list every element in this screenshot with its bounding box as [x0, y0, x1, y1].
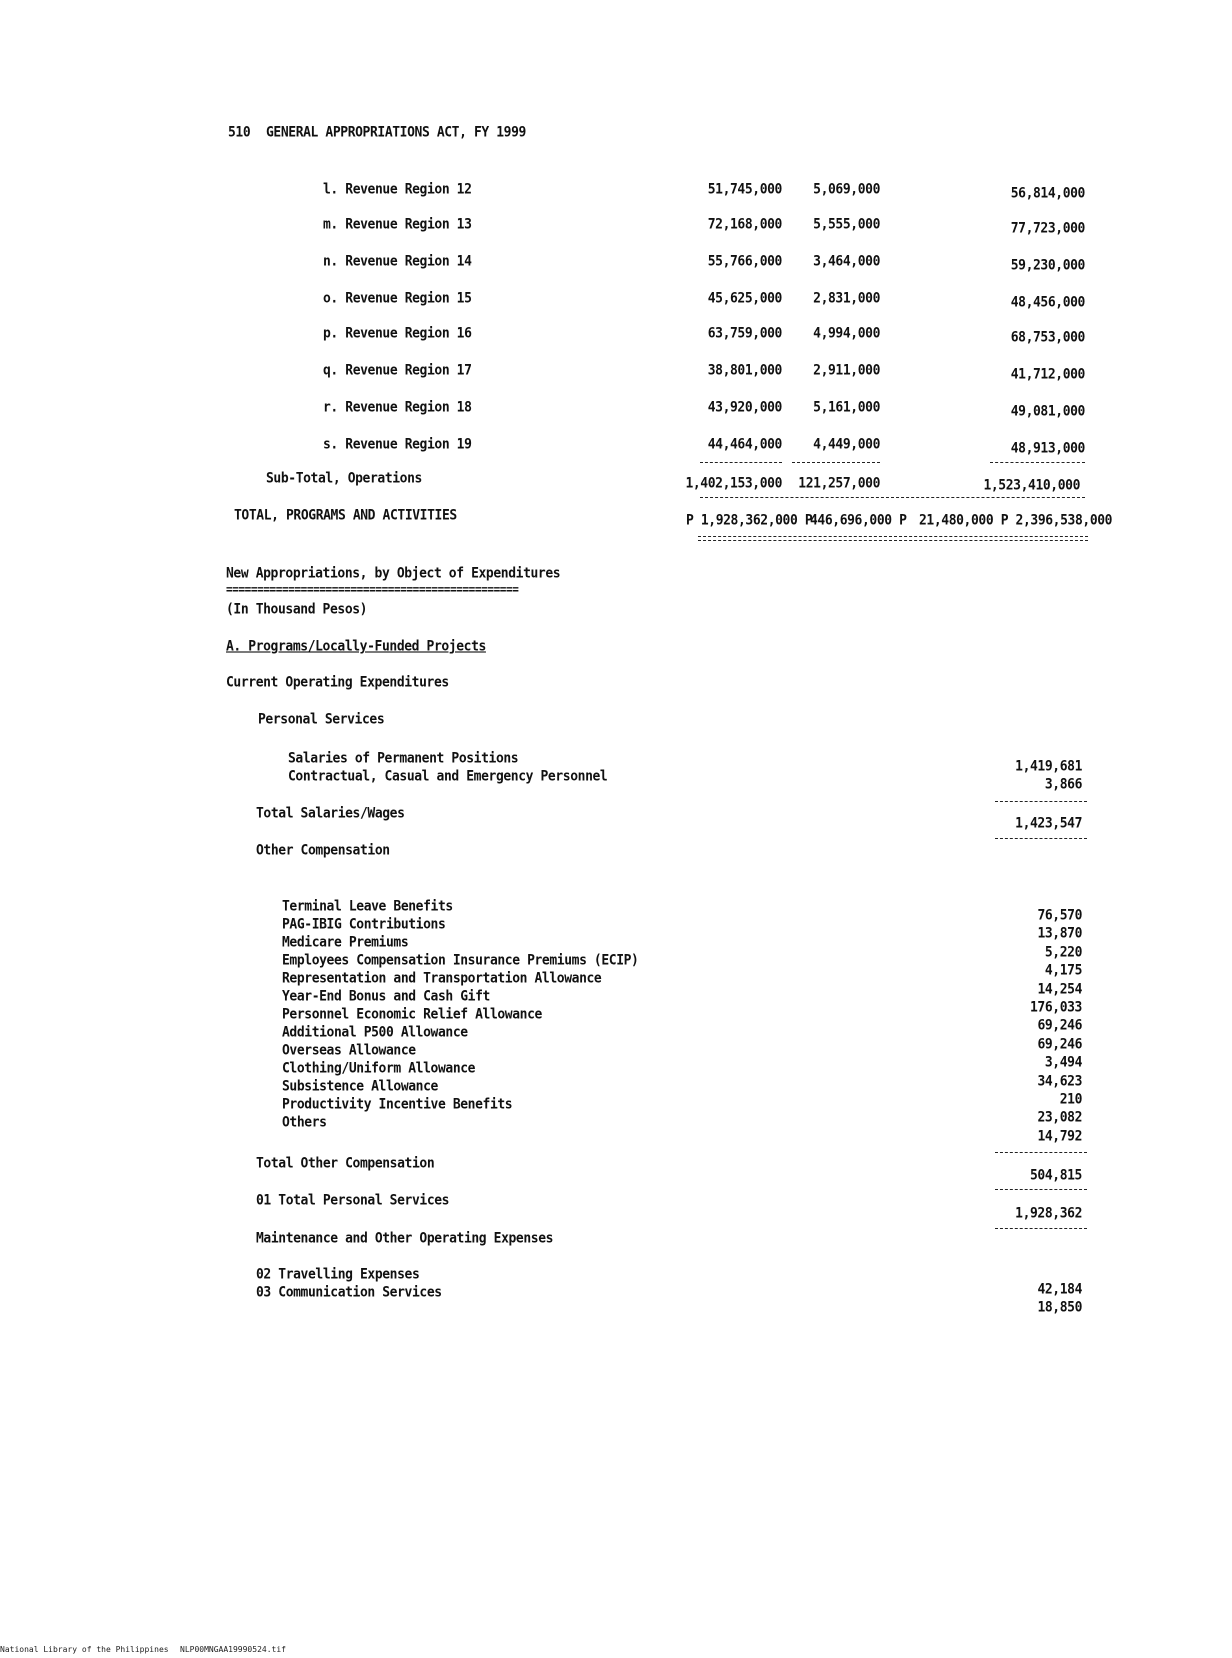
other-comp-item: PAG-IBIG Contributions: [282, 916, 446, 933]
rule: [995, 838, 1087, 839]
region-c1: 63,759,000: [707, 325, 782, 342]
other-comp-value: 176,033: [1030, 999, 1082, 1016]
total-personal-value: 1,928,362: [1015, 1205, 1082, 1222]
section-title: New Appropriations, by Object of Expenditures: [226, 565, 561, 582]
page-title: GENERAL APPROPRIATIONS ACT, FY 1999: [266, 124, 526, 141]
region-c1: 72,168,000: [707, 216, 782, 233]
mooe-item: 03 Communication Services: [256, 1284, 442, 1301]
other-comp-item: Subsistence Allowance: [282, 1078, 438, 1095]
other-comp-value: 69,246: [1037, 1017, 1082, 1035]
grand-total-label: TOTAL, PROGRAMS AND ACTIVITIES: [234, 507, 457, 524]
subtotal-c1: 1,402,153,000: [685, 475, 782, 492]
region-label: s. Revenue Region 19: [323, 436, 472, 453]
other-comp-value: 5,220: [1044, 943, 1082, 961]
rule: [995, 1228, 1087, 1229]
section-subtitle: A. Programs/Locally-Funded Projects: [226, 638, 486, 655]
other-comp-item: Medicare Premiums: [282, 934, 409, 951]
region-c1: 55,766,000: [707, 253, 782, 270]
grand-total-c3: 21,480,000 P 2,396,538,000: [919, 512, 1113, 529]
region-c1: 45,625,000: [707, 290, 782, 307]
region-c1: 51,745,000: [707, 181, 782, 198]
other-comp-value: 14,792: [1037, 1127, 1082, 1145]
other-comp-heading: Other Compensation: [256, 842, 390, 859]
region-total: 77,723,000: [1010, 220, 1085, 237]
other-comp-item: Representation and Transportation Allowance: [282, 970, 602, 987]
other-comp-value: 13,870: [1037, 925, 1082, 943]
salary-item: Contractual, Casual and Emergency Personnel: [288, 768, 608, 785]
region-total: 49,081,000: [1010, 403, 1085, 420]
region-label: p. Revenue Region 16: [323, 325, 472, 342]
total-salaries-value: 1,423,547: [1015, 815, 1082, 832]
salary-value: 1,419,681: [1015, 758, 1082, 775]
footer-library: National Library of the Philippines: [0, 1645, 169, 1654]
other-comp-item: Year-End Bonus and Cash Gift: [282, 988, 490, 1005]
region-c1: 38,801,000: [707, 362, 782, 379]
other-comp-item: Employees Compensation Insurance Premiums (ECIP): [282, 952, 639, 969]
region-label: o. Revenue Region 15: [323, 290, 472, 307]
region-total: 48,456,000: [1010, 294, 1085, 311]
other-comp-value: 76,570: [1037, 907, 1082, 924]
rule: [700, 462, 782, 463]
region-c2: 2,831,000: [813, 290, 880, 307]
other-comp-item: Overseas Allowance: [282, 1042, 416, 1059]
mooe-item: 02 Travelling Expenses: [256, 1266, 420, 1283]
region-total: 56,814,000: [1010, 185, 1085, 202]
subtotal-label: Sub-Total, Operations: [266, 470, 422, 487]
mooe-heading: Maintenance and Other Operating Expenses: [256, 1230, 554, 1247]
region-label: l. Revenue Region 12: [323, 181, 472, 198]
other-comp-item: Productivity Incentive Benefits: [282, 1096, 513, 1113]
rule: [995, 1152, 1087, 1153]
region-total: 59,230,000: [1010, 257, 1085, 274]
mooe-value: 18,850: [1037, 1299, 1082, 1316]
region-total: 41,712,000: [1010, 366, 1085, 383]
total-other-comp-label: Total Other Compensation: [256, 1155, 435, 1172]
other-comp-value: 210: [1059, 1091, 1082, 1108]
region-c2: 5,555,000: [813, 216, 880, 233]
other-comp-value: 14,254: [1037, 980, 1082, 998]
rule: [792, 462, 880, 463]
region-label: q. Revenue Region 17: [323, 362, 472, 379]
subtotal-total: 1,523,410,000: [983, 477, 1080, 494]
region-label: m. Revenue Region 13: [323, 216, 472, 233]
total-other-comp-value: 504,815: [1030, 1167, 1082, 1184]
other-comp-value: 34,623: [1037, 1072, 1082, 1090]
other-comp-value: 4,175: [1044, 962, 1082, 979]
section-title-underline: ===============================================: [226, 582, 519, 597]
region-total: 48,913,000: [1010, 440, 1085, 457]
mooe-value: 42,184: [1037, 1281, 1082, 1298]
other-comp-item: Additional P500 Allowance: [282, 1024, 468, 1041]
other-comp-value: 23,082: [1037, 1109, 1082, 1127]
personal-services-heading: Personal Services: [258, 711, 385, 728]
region-c1: 43,920,000: [707, 399, 782, 416]
region-c2: 5,161,000: [813, 399, 880, 416]
grand-total-c1: P 1,928,362,000 P: [686, 512, 813, 529]
page-number: 510: [228, 124, 251, 141]
footer-file: NLP00MNGAA19990524.tif: [180, 1645, 286, 1654]
region-c1: 44,464,000: [707, 436, 782, 453]
total-salaries-label: Total Salaries/Wages: [256, 805, 405, 822]
other-comp-item: Terminal Leave Benefits: [282, 898, 453, 915]
unit-note: (In Thousand Pesos): [226, 601, 368, 618]
other-comp-value: 3,494: [1044, 1054, 1082, 1071]
region-c2: 5,069,000: [813, 181, 880, 198]
region-total: 68,753,000: [1010, 329, 1085, 346]
salary-value: 3,866: [1044, 776, 1082, 793]
other-comp-item: Clothing/Uniform Allowance: [282, 1060, 476, 1077]
other-comp-value: 69,246: [1037, 1035, 1082, 1053]
region-label: n. Revenue Region 14: [323, 253, 472, 270]
subtotal-c2: 121,257,000: [798, 475, 880, 492]
double-rule: [698, 536, 1088, 541]
rule: [995, 801, 1087, 802]
region-c2: 4,449,000: [813, 436, 880, 453]
region-c2: 4,994,000: [813, 325, 880, 342]
rule: [700, 497, 1085, 498]
total-personal-label: 01 Total Personal Services: [256, 1192, 450, 1209]
rule: [995, 1189, 1087, 1190]
salary-item: Salaries of Permanent Positions: [288, 750, 519, 767]
grand-total-c2: 446,696,000 P: [810, 512, 907, 529]
region-c2: 3,464,000: [813, 253, 880, 270]
region-c2: 2,911,000: [813, 362, 880, 379]
other-comp-item: Personnel Economic Relief Allowance: [282, 1006, 542, 1023]
current-opex-heading: Current Operating Expenditures: [226, 674, 449, 691]
rule: [990, 462, 1085, 463]
region-label: r. Revenue Region 18: [323, 399, 472, 416]
other-comp-item: Others: [282, 1114, 327, 1131]
